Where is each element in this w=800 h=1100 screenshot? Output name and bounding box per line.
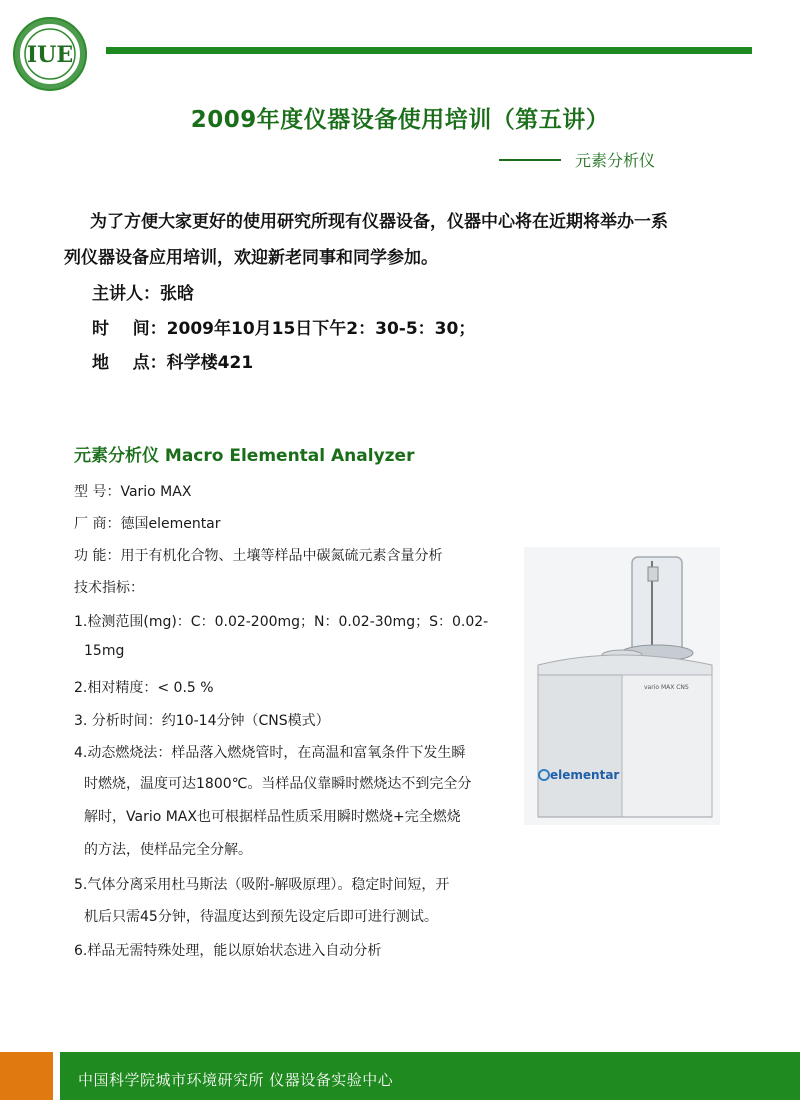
section-title: 元素分析仪 Macro Elemental Analyzer bbox=[74, 446, 415, 466]
spec-function: 功 能：用于有机化合物、土壤等样品中碳氮硫元素含量分析 bbox=[74, 548, 443, 564]
location: 地 点：科学楼421 bbox=[92, 353, 254, 373]
footer-text: 中国科学院城市环境研究所 仪器设备实验中心 bbox=[78, 1071, 394, 1089]
instrument-brand: elementar bbox=[550, 768, 620, 782]
spec-item-5a: 5.气体分离采用杜马斯法（吸附-解吸原理）。稳定时间短，开 bbox=[74, 877, 450, 893]
speaker: 主讲人：张晗 bbox=[92, 284, 194, 304]
spec-item-4c: 解时，Vario MAX也可根据样品性质采用瞬时燃烧+完全燃烧 bbox=[84, 809, 461, 825]
spec-item-2: 2.相对精度：< 0.5 % bbox=[74, 680, 214, 696]
spec-item-5b: 机后只需45分钟，待温度达到预先设定后即可进行测试。 bbox=[84, 909, 438, 925]
page-title: 2009年度仪器设备使用培训（第五讲） bbox=[190, 107, 610, 133]
intro-line-2: 列仪器设备应用培训，欢迎新老同事和同学参加。 bbox=[64, 248, 438, 268]
intro-line-1: 为了方便大家更好的使用研究所现有仪器设备，仪器中心将在近期将举办一系 bbox=[90, 212, 668, 232]
spec-model: 型 号：Vario MAX bbox=[74, 484, 192, 500]
spec-item-6: 6.样品无需特殊处理，能以原始状态进入自动分析 bbox=[74, 943, 382, 959]
logo-letters: IUE bbox=[26, 42, 74, 68]
spec-item-4d: 的方法，使样品完全分解。 bbox=[84, 842, 252, 858]
time: 时 间：2009年10月15日下午2：30-5：30； bbox=[92, 319, 476, 339]
spec-item-3: 3. 分析时间：约10-14分钟（CNS模式） bbox=[74, 713, 330, 729]
footer-accent bbox=[0, 1052, 53, 1100]
spec-item-1b: 15mg bbox=[84, 643, 125, 659]
subtitle-dash bbox=[499, 159, 561, 161]
spec-item-4a: 4.动态燃烧法：样品落入燃烧管时，在高温和富氧条件下发生瞬 bbox=[74, 745, 466, 761]
spec-maker: 厂 商：德国elementar bbox=[74, 516, 221, 532]
spec-item-1a: 1.检测范围(mg)：C：0.02-200mg；N：0.02-30mg；S：0.02- bbox=[74, 614, 489, 630]
panel-label: vario MAX CNS bbox=[644, 684, 689, 691]
instrument-photo bbox=[524, 547, 720, 825]
spec-item-4b: 时燃烧，温度可达1800℃。当样品仪靠瞬时燃烧达不到完全分 bbox=[84, 776, 472, 792]
iue-logo bbox=[12, 16, 88, 92]
header-rule bbox=[106, 47, 752, 54]
intro-paragraph bbox=[64, 204, 754, 276]
subtitle-row bbox=[499, 148, 655, 171]
spec-tech-header: 技术指标： bbox=[74, 580, 144, 596]
subtitle: 元素分析仪 bbox=[575, 151, 656, 170]
